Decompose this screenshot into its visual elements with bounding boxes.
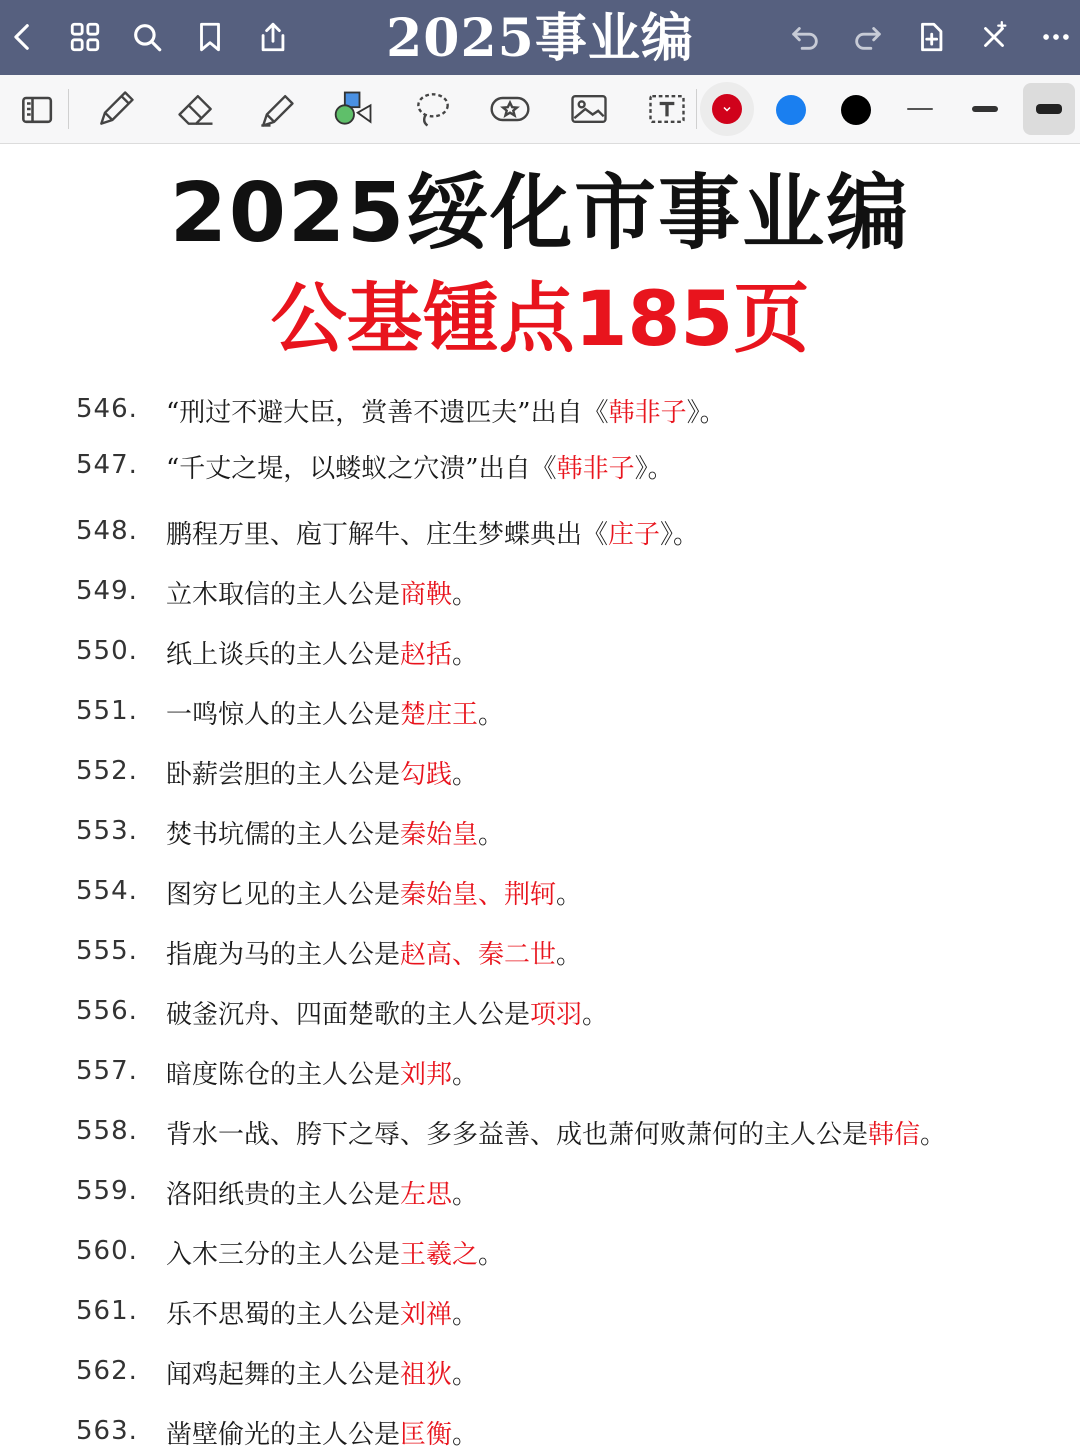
- item-text: [166, 392, 726, 429]
- undo-icon[interactable]: [782, 14, 828, 60]
- item-number: 549.: [76, 576, 138, 606]
- item-text-prefix: 鹏程万里、庖丁解牛、庄生梦蝶典出《: [166, 520, 609, 550]
- pen-icon[interactable]: [90, 83, 142, 135]
- item-answer-highlight: 秦始皇、荆轲: [400, 880, 557, 910]
- redo-icon[interactable]: [845, 14, 891, 60]
- item-text-prefix: 破釜沉舟、四面楚歌的主人公是: [166, 1000, 531, 1030]
- item-number: 562.: [76, 1356, 138, 1386]
- item-text-suffix: 》。: [660, 520, 700, 550]
- item-number: 556.: [76, 996, 138, 1026]
- item-text-prefix: 闻鸡起舞的主人公是: [166, 1360, 401, 1390]
- item-number: 550.: [76, 636, 138, 666]
- item-text: [166, 814, 504, 851]
- item-text-suffix: 。: [478, 820, 505, 850]
- item-answer-highlight: 赵括: [400, 640, 453, 670]
- item-answer-highlight: 秦始皇: [400, 820, 479, 850]
- item-text: [166, 1354, 478, 1391]
- item-text-suffix: 。: [556, 880, 583, 910]
- item-text-prefix: 立木取信的主人公是: [166, 580, 401, 610]
- item-text-prefix: 一鸣惊人的主人公是: [166, 700, 401, 730]
- list-item: [0, 806, 1080, 856]
- item-answer-highlight: 刘禅: [400, 1300, 453, 1330]
- item-text: [166, 448, 674, 485]
- item-text: [166, 514, 699, 551]
- list-item: [0, 866, 1080, 916]
- list-item: [0, 1406, 1080, 1456]
- item-text-prefix: 纸上谈兵的主人公是: [166, 640, 401, 670]
- item-text: [166, 1054, 478, 1091]
- list-item: [0, 566, 1080, 616]
- sticker-icon[interactable]: [484, 83, 536, 135]
- item-text: [166, 694, 504, 731]
- grid-icon[interactable]: [62, 14, 108, 60]
- chevron-left-icon[interactable]: [0, 14, 46, 60]
- more-icon[interactable]: [1033, 14, 1079, 60]
- search-icon[interactable]: [124, 14, 170, 60]
- list-item: [0, 1166, 1080, 1216]
- item-text-prefix: 焚书坑儒的主人公是: [166, 820, 401, 850]
- item-text: [166, 934, 582, 971]
- item-answer-highlight: 赵高、秦二世: [400, 940, 557, 970]
- item-text-suffix: 。: [478, 700, 505, 730]
- item-text: [166, 1234, 504, 1271]
- color-swatch-black[interactable]: [841, 95, 871, 125]
- item-number: 560.: [76, 1236, 138, 1266]
- item-text-suffix: 》。: [634, 454, 674, 484]
- item-text-prefix: 入木三分的主人公是: [166, 1240, 401, 1270]
- item-text-suffix: 。: [452, 580, 479, 610]
- lasso-icon[interactable]: [407, 83, 459, 135]
- item-text-prefix: 乐不思蜀的主人公是: [166, 1300, 401, 1330]
- item-text-suffix: 。: [452, 1420, 479, 1450]
- item-answer-highlight: 楚庄王: [400, 700, 479, 730]
- item-text-prefix: 洛阳纸贵的主人公是: [166, 1180, 401, 1210]
- item-text-prefix: 凿壁偷光的主人公是: [166, 1420, 401, 1450]
- text-box-icon[interactable]: [641, 83, 693, 135]
- item-number: 552.: [76, 756, 138, 786]
- item-text-prefix: 图穷匕见的主人公是: [166, 880, 401, 910]
- list-item: [0, 926, 1080, 976]
- item-number: 563.: [76, 1416, 138, 1446]
- item-number: 554.: [76, 876, 138, 906]
- toolbar-divider: [696, 89, 697, 129]
- item-number: 558.: [76, 1116, 138, 1146]
- list-item: [0, 986, 1080, 1036]
- tool-bar: [0, 75, 1080, 144]
- list-item: [0, 384, 1080, 434]
- item-text-suffix: 。: [920, 1120, 947, 1150]
- item-text-suffix: 。: [452, 1360, 479, 1390]
- highlighter-icon[interactable]: [250, 83, 302, 135]
- item-text: [166, 1174, 478, 1211]
- item-answer-highlight: 匡衡: [400, 1420, 453, 1450]
- list-item: [0, 440, 1080, 490]
- share-icon[interactable]: [250, 14, 296, 60]
- title-bar: [0, 0, 1080, 75]
- item-text-suffix: 。: [556, 940, 583, 970]
- item-answer-highlight: 左思: [400, 1180, 453, 1210]
- item-text: [166, 1294, 478, 1331]
- item-text-suffix: 》。: [686, 398, 726, 428]
- page-subheading: 公基锺点185页: [270, 274, 810, 363]
- document-title: 2025事业编: [386, 8, 694, 69]
- eraser-icon[interactable]: [170, 83, 222, 135]
- item-text-suffix: 。: [582, 1000, 609, 1030]
- item-answer-highlight: 韩非子: [608, 398, 687, 428]
- item-text-suffix: 。: [452, 1180, 479, 1210]
- item-text-prefix: 指鹿为马的主人公是: [166, 940, 401, 970]
- color-swatch-red-selected[interactable]: [700, 82, 754, 136]
- item-number: 555.: [76, 936, 138, 966]
- item-text-suffix: 。: [478, 1240, 505, 1270]
- item-number: 547.: [76, 450, 138, 480]
- item-answer-highlight: 韩信: [868, 1120, 921, 1150]
- item-number: 551.: [76, 696, 138, 726]
- item-text: [166, 574, 478, 611]
- item-number: 561.: [76, 1296, 138, 1326]
- list-item: [0, 626, 1080, 676]
- item-number: 546.: [76, 394, 138, 424]
- item-answer-highlight: 祖狄: [400, 1360, 453, 1390]
- item-text-suffix: 。: [452, 760, 479, 790]
- read-mode-icon[interactable]: [12, 83, 64, 135]
- item-text: [166, 1414, 478, 1451]
- item-answer-highlight: 商鞅: [400, 580, 453, 610]
- list-item: [0, 686, 1080, 736]
- item-text-suffix: 。: [452, 1060, 479, 1090]
- list-item: [0, 746, 1080, 796]
- item-number: 557.: [76, 1056, 138, 1086]
- list-item: [0, 506, 1080, 556]
- list-item: [0, 1046, 1080, 1096]
- item-text-suffix: 。: [452, 1300, 479, 1330]
- item-text-prefix: 暗度陈仓的主人公是: [166, 1060, 401, 1090]
- item-text-prefix: “刑过不避大臣，赏善不遗匹夫”出自《: [166, 398, 609, 428]
- item-answer-highlight: 庄子: [608, 520, 661, 550]
- item-answer-highlight: 韩非子: [556, 454, 635, 484]
- page-heading: 2025绥化市事业编: [169, 166, 911, 261]
- item-text: [166, 994, 608, 1031]
- item-text-prefix: “千丈之堤，以蝼蚁之穴溃”出自《: [166, 454, 557, 484]
- stroke-width-thin[interactable]: [894, 83, 946, 135]
- list-item: [0, 1286, 1080, 1336]
- item-text-prefix: 卧薪尝胆的主人公是: [166, 760, 401, 790]
- item-number: 548.: [76, 516, 138, 546]
- item-text: [166, 874, 582, 911]
- toolbar-divider: [68, 89, 69, 129]
- stroke-width-thick[interactable]: [1023, 83, 1075, 135]
- stroke-width-medium[interactable]: [959, 83, 1011, 135]
- list-item: [0, 1346, 1080, 1396]
- item-answer-highlight: 勾践: [400, 760, 453, 790]
- item-answer-highlight: 王羲之: [400, 1240, 479, 1270]
- item-number: 553.: [76, 816, 138, 846]
- close-icon[interactable]: [971, 14, 1017, 60]
- bookmark-icon[interactable]: [187, 14, 233, 60]
- list-item: [0, 1226, 1080, 1276]
- item-text-prefix: 背水一战、胯下之辱、多多益善、成也萧何败萧何的主人公是: [166, 1120, 869, 1150]
- shapes-icon[interactable]: [328, 83, 380, 135]
- item-text: [166, 1114, 946, 1151]
- add-page-icon[interactable]: [908, 14, 954, 60]
- item-answer-highlight: 项羽: [530, 1000, 583, 1030]
- item-text: [166, 634, 478, 671]
- item-text-suffix: 。: [452, 640, 479, 670]
- image-icon[interactable]: [563, 83, 615, 135]
- item-text: [166, 754, 478, 791]
- item-number: 559.: [76, 1176, 138, 1206]
- list-item: [0, 1106, 1080, 1156]
- color-swatch-blue[interactable]: [776, 95, 806, 125]
- item-answer-highlight: 刘邦: [400, 1060, 453, 1090]
